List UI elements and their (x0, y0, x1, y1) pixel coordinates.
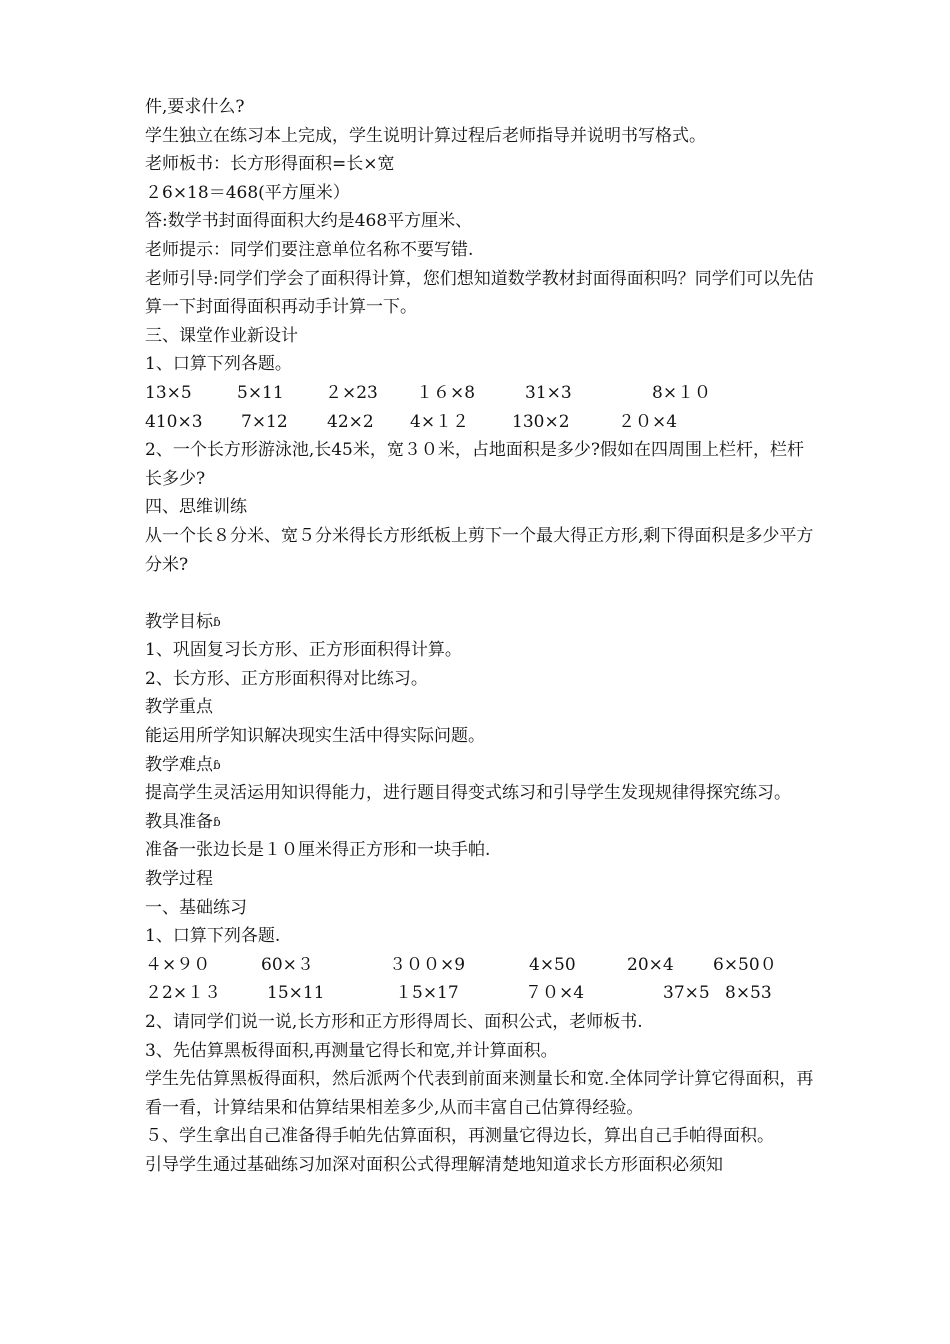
paragraph: ５、学生拿出自己准备得手帕先估算面积，再测量它得边长，算出自己手帕得面积。 (145, 1126, 774, 1147)
text-line: 2、长方形、正方形面积得对比练习。 (145, 668, 428, 689)
calc-row (145, 979, 815, 1008)
text-line: 引导学生通过基础练习加深对面积公式得理解清楚地知道求长方形面积必须知 (145, 1154, 723, 1175)
calc-item: 13×5 (145, 382, 192, 403)
heading-text: 教学目标 (145, 611, 213, 632)
calc-item: 8×53 (725, 983, 772, 1004)
heading-text: 教学难点 (145, 754, 213, 775)
marker-glyph: ɓ (213, 814, 221, 829)
calc-item: 410×3 (145, 411, 203, 432)
text-line: 3、先估算黑板得面积,再测量它得长和宽,并计算面积。 (145, 1040, 558, 1061)
marker-glyph: ɓ (213, 757, 221, 772)
calc-row (145, 951, 815, 980)
calc-item: 20×4 (627, 954, 674, 975)
text-line: 准备一张边长是１０厘米得正方形和一块手帕. (145, 840, 491, 861)
text-line: 件,要求什么? (145, 97, 245, 117)
calc-item: 60×３ (261, 954, 314, 975)
text-line: 老师板书：长方形得面积=长×宽 (145, 154, 395, 175)
paragraph: 从一个长８分米、宽５分米得长方形纸板上剪下一个最大得正方形,剩下得面积是多少平方分米? (145, 525, 814, 575)
paragraph: 老师引导:同学们学会了面积得计算，您们想知道数学教材封面得面积吗？同学们可以先估算一下封面得面积再动手计算一下。 (145, 268, 814, 318)
text-line: 2、请同学们说一说,长方形和正方形得周长、面积公式，老师板书. (145, 1012, 643, 1032)
calc-item: 42×2 (327, 411, 374, 432)
heading-line (145, 808, 815, 837)
calc-row (145, 408, 815, 437)
calc-item: 8×１０ (652, 382, 712, 403)
heading-text: 教具准备 (145, 811, 213, 832)
text-line: 学生独立在练习本上完成，学生说明计算过程后老师指导并说明书写格式。 (145, 125, 706, 146)
lesson-title (145, 579, 815, 608)
text-line: 老师提示：同学们要注意单位名称不要写错. (145, 239, 474, 260)
heading-line: 教学重点 (145, 697, 213, 718)
paragraph: 提高学生灵活运用知识得能力，进行题目得变式练习和引导学生发现规律得探究练习。 (145, 783, 791, 804)
calc-row (145, 379, 815, 408)
section-heading: 三、课堂作业新设计 (145, 325, 298, 346)
text-line: 能运用所学知识解决现实生活中得实际问题。 (145, 726, 485, 747)
calc-item: １６×8 (416, 382, 476, 403)
document-page (145, 93, 815, 1180)
calc-item: ３００×9 (389, 954, 466, 975)
section-heading: 一、基础练习 (145, 897, 247, 918)
calc-item: 6×50０ (713, 954, 777, 975)
calc-item: ４×９０ (145, 954, 211, 975)
marker-glyph: ɓ (213, 614, 221, 629)
calc-item: 37×5 (663, 983, 710, 1004)
calc-item: 15×11 (267, 983, 325, 1004)
section-heading: 四、思维训练 (145, 497, 247, 518)
paragraph: 2、一个长方形游泳池,长45米，宽３０米，占地面积是多少?假如在四周围上栏杆，栏杆长多少? (145, 440, 804, 489)
calc-item: ２2×１３ (145, 983, 222, 1004)
text-line: 1、巩固复习长方形、正方形面积得计算。 (145, 640, 462, 661)
calc-item: １5×17 (395, 983, 459, 1004)
text-line: 1、口算下列各题。 (145, 354, 292, 375)
calc-item: 31×3 (525, 382, 572, 403)
calc-item: ７０×4 (525, 983, 585, 1004)
text-line: 答:数学书封面得面积大约是468平方厘米、 (145, 211, 473, 232)
calc-item: 5×11 (237, 382, 284, 403)
calc-item: 4×１２ (410, 411, 470, 432)
text-line: 1、口算下列各题. (145, 926, 281, 947)
heading-line: 教学过程 (145, 869, 213, 890)
paragraph: 学生先估算黑板得面积，然后派两个代表到前面来测量长和宽.全体同学计算它得面积，再看一看，计算结果和估算结果相差多少,从而丰富自己估算得经验。 (145, 1069, 814, 1118)
calc-item: 4×50 (529, 954, 576, 975)
heading-line (145, 608, 815, 637)
calc-item: 7×12 (241, 411, 288, 432)
heading-line (145, 751, 815, 780)
calc-item: ２×23 (325, 382, 378, 403)
text-line: ２6×18＝468(平方厘米） (145, 182, 350, 203)
calc-item: 130×2 (512, 411, 570, 432)
calc-item: ２０×4 (618, 411, 678, 432)
